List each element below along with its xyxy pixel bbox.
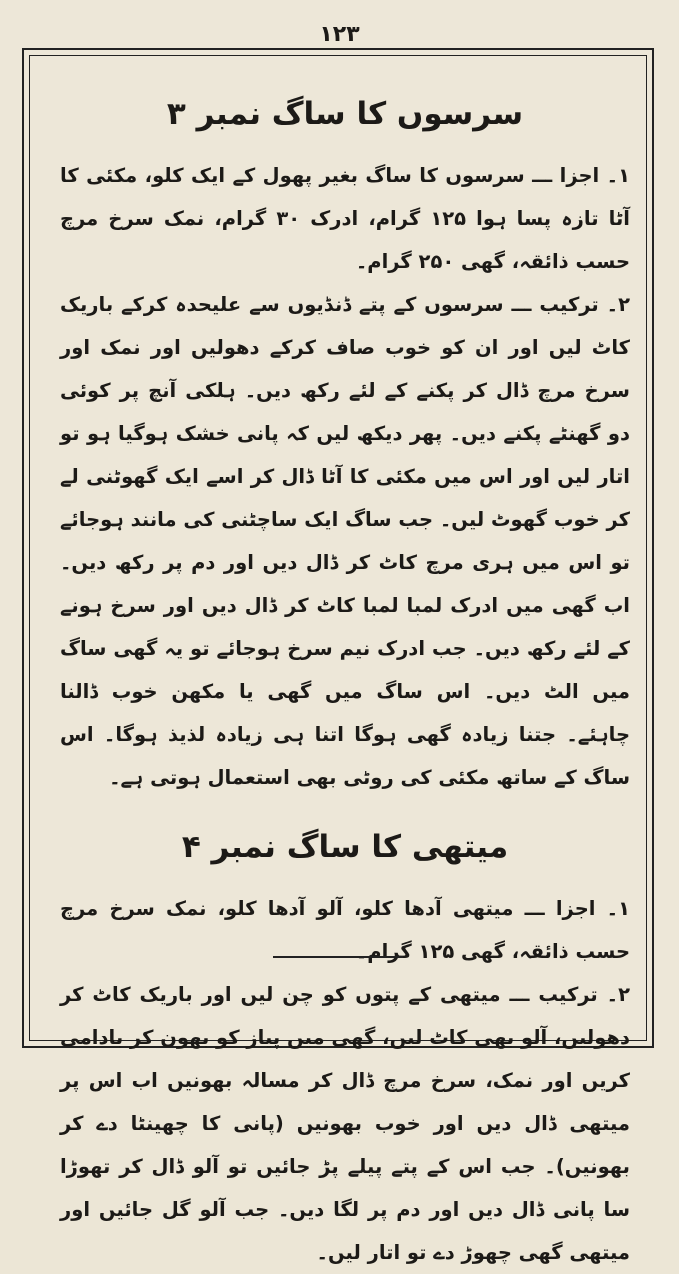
recipe-1-method-label: ۲۔ ترکیب bbox=[539, 293, 630, 316]
recipe-2-ingredients: ۱۔ اجزا ـــ میتھی آدھا کلو، آلو آدھا کلو، نمک سرخ مرچ حسب ذائقہ، گھی ۱۲۵ گرام۔ bbox=[60, 897, 630, 963]
recipe-1-ingredients-text: سرسوں کا ساگ بغیر پھول کے ایک کلو، مکئی کا آٹا تازہ پسا ہوا ۱۲۵ گرام، ادرک ۳۰ گرام، نمک سرخ مرچ حسب ذائقہ، گھی ۲۵۰ گرام۔ bbox=[60, 164, 630, 273]
recipe-1-ingredients-label: ۱۔ اجزا bbox=[559, 164, 630, 187]
recipe-2-method: ۲۔ ترکیب ـــ میتھی کے پتوں کو چن لیں اور باریک کاٹ کر دھولیں، آلو بھی کاٹ لیں، گھی میں پیاز کو بھون کر بادامی کریں اور نمک، سرخ مرچ ڈال کر مسالہ بھونیں اب اس پر میتھی ڈال دیں اور خوب بھونیں (پانی کا چھینٹا دے کر بھونیں)۔ جب اس کے پتے پیلے پڑ جائیں تو آلو ڈال کر تھوڑا سا پانی ڈال دیں اور دم پر لگا دیں۔ جب آلو گل جائیں اور میتھی گھی چھوڑ دے تو اتار لیں۔ bbox=[60, 983, 630, 1264]
recipe-2-ingredients-text: میتھی آدھا کلو، آلو آدھا کلو، نمک سرخ مرچ حسب ذائقہ، گھی ۱۲۵ گرام۔ bbox=[60, 897, 630, 963]
page-content bbox=[60, 60, 630, 1264]
page-number: ۱۲۳ bbox=[319, 22, 360, 47]
recipe-1-title: سرسوں کا ساگ نمبر ۳ bbox=[166, 96, 524, 132]
recipe-2-title: میتھی کا ساگ نمبر ۴ bbox=[181, 829, 509, 865]
recipe-2-method-text: میتھی کے پتوں کو چن لیں اور باریک کاٹ کر دھولیں، آلو بھی کاٹ لیں، گھی میں پیاز کو بھون کر بادامی کریں اور نمک، سرخ مرچ ڈال کر مسالہ بھونیں اب اس پر میتھی ڈال دیں اور خوب بھونیں (پانی کا چھینٹا دے کر بھونیں)۔ جب اس کے پتے پیلے پڑ جائیں تو آلو ڈال کر تھوڑا سا پانی ڈال دیں اور دم پر لگا دیں۔ جب آلو گل جائیں اور میتھی گھی چھوڑ دے تو اتار لیں۔ bbox=[60, 983, 630, 1264]
recipe-1-method: ۲۔ ترکیب ـــ سرسوں کے پتے ڈنڈیوں سے علیحدہ کرکے باریک کاٹ لیں اور ان کو خوب صاف کرکے دھولیں اور نمک اور سرخ مرچ ڈال کر پکنے کے لئے رکھ دیں۔ ہلکی آنچ پر کوئی دو گھنٹے پکنے دیں۔ پھر دیکھ لیں کہ پانی خشک ہوگیا ہو تو اتار لیں اور اس میں مکئی کا آٹا ڈال کر اسے ایک گھوٹنی لے کر خوب گھوٹ لیں۔ جب ساگ ایک ساچٹنی کی مانند ہوجائے تو اس میں ہری مرچ کاٹ کر ڈال دیں اور دم پر رکھ دیں۔ اب گھی میں ادرک لمبا لمبا کاٹ کر ڈال دیں اور سرخ ہونے کے لئے رکھ دیں۔ جب ادرک نیم سرخ ہوجائے تو یہ گھی ساگ میں الٹ دیں۔ اس ساگ میں گھی یا مکھن خوب ڈالنا چاہئے۔ جتنا زیادہ گھی ہوگا اتنا ہی زیادہ لذیذ ہوگا۔ اس ساگ کے ساتھ مکئی کی روٹی بھی استعمال ہوتی ہے۔ bbox=[60, 293, 630, 789]
recipe-2-method-label: ۲۔ ترکیب bbox=[538, 983, 630, 1006]
recipe-1-method-text: سرسوں کے پتے ڈنڈیوں سے علیحدہ کرکے باریک کاٹ لیں اور ان کو خوب صاف کرکے دھولیں اور نمک اور سرخ مرچ ڈال کر پکنے کے لئے رکھ دیں۔ ہلکی آنچ پر کوئی دو گھنٹے پکنے دیں۔ پھر دیکھ لیں کہ پانی خشک ہوگیا ہو تو اتار لیں اور اس میں مکئی کا آٹا ڈال کر اسے ایک گھوٹنی لے کر خوب گھوٹ لیں۔ جب ساگ ایک ساچٹنی کی مانند ہوجائے تو اس میں ہری مرچ کاٹ کر ڈال دیں اور دم پر رکھ دیں۔ اب گھی میں ادرک لمبا لمبا کاٹ کر ڈال دیں اور سرخ ہونے کے لئے رکھ دیں۔ جب ادرک نیم سرخ ہوجائے تو یہ گھی ساگ میں الٹ دیں۔ اس ساگ میں گھی یا مکھن خوب ڈالنا چاہئے۔ جتنا زیادہ گھی ہوگا اتنا ہی زیادہ لذیذ ہوگا۔ اس ساگ کے ساتھ مکئی کی روٹی بھی استعمال ہوتی ہے۔ bbox=[60, 293, 630, 789]
recipe-1-ingredients: ۱۔ اجزا ـــ سرسوں کا ساگ بغیر پھول کے ایک کلو، مکئی کا آٹا تازہ پسا ہوا ۱۲۵ گرام، ادرک ۳۰ گرام، نمک سرخ مرچ حسب ذائقہ، گھی ۲۵۰ گرام۔ bbox=[60, 164, 630, 273]
recipe-2-ingredients-label: ۱۔ اجزا bbox=[555, 897, 630, 920]
page-border-outer bbox=[22, 48, 654, 1264]
section-divider bbox=[273, 956, 403, 958]
